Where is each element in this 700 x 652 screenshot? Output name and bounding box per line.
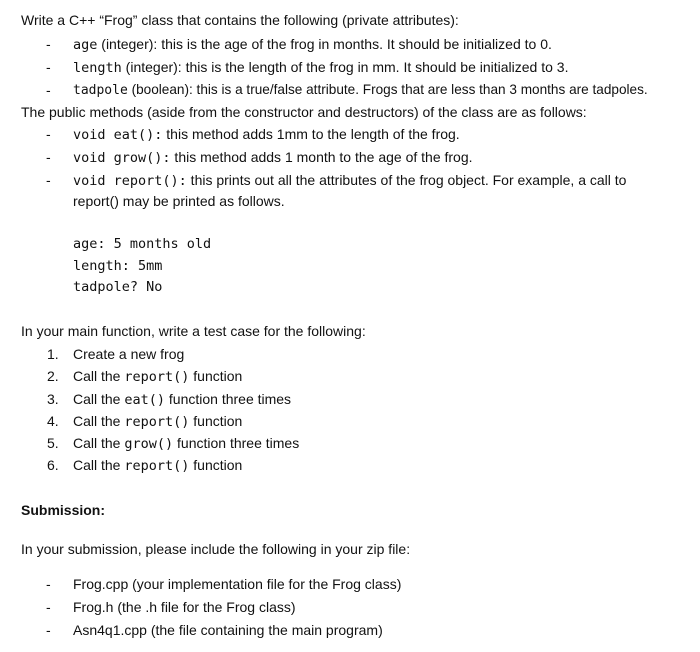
bullet-dash: - bbox=[46, 59, 51, 75]
step-code: report() bbox=[124, 369, 190, 385]
step-number: 1. bbox=[47, 346, 59, 362]
code-length: length bbox=[73, 60, 122, 76]
step-code: report() bbox=[124, 414, 190, 430]
code-eat: void eat(): bbox=[73, 127, 163, 143]
attribute-length-desc: (integer): this is the length of the frog in mm. It should be initialized to 3. bbox=[121, 59, 569, 75]
bullet-dash: - bbox=[46, 172, 51, 188]
step-item bbox=[73, 412, 242, 431]
file-item: Frog.h (the .h file for the Frog class) bbox=[73, 599, 296, 615]
step-text: function bbox=[189, 368, 243, 384]
step-text: function three times bbox=[165, 391, 292, 407]
method-eat bbox=[73, 125, 460, 144]
sample-output-line: age: 5 months old bbox=[73, 236, 212, 252]
step-item bbox=[73, 390, 291, 409]
step-text: function bbox=[189, 413, 243, 429]
step-text: Call the bbox=[73, 391, 125, 407]
sample-output-line: tadpole? No bbox=[73, 279, 163, 295]
submission-intro: In your submission, please include the following in your zip file: bbox=[21, 541, 411, 557]
method-report-desc: this prints out all the attributes of the frog object. For example, a call to bbox=[186, 172, 627, 188]
main-intro: In your main function, write a test case for the following: bbox=[21, 323, 366, 339]
step-number: 2. bbox=[47, 368, 59, 384]
step-item bbox=[73, 345, 184, 363]
method-report-cont: report() may be printed as follows. bbox=[73, 193, 285, 209]
attribute-tadpole-desc: (boolean): this is a true/false attribute. Frogs that are less than 3 months are tadpoles. bbox=[127, 82, 648, 97]
code-grow: void grow(): bbox=[73, 150, 171, 166]
bullet-dash: - bbox=[46, 149, 51, 165]
step-code: report() bbox=[124, 458, 190, 474]
bullet-dash: - bbox=[46, 576, 51, 592]
methods-intro: The public methods (aside from the constructor and destructors) of the class are as follows: bbox=[21, 104, 587, 120]
attribute-age-desc: (integer): this is the age of the frog in months. It should be initialized to 0. bbox=[97, 36, 552, 52]
step-text: function bbox=[189, 457, 243, 473]
step-text: Call the bbox=[73, 368, 125, 384]
method-grow bbox=[73, 148, 473, 167]
step-item bbox=[73, 367, 242, 386]
step-number: 3. bbox=[47, 391, 59, 407]
bullet-dash: - bbox=[46, 622, 51, 638]
method-grow-desc: this method adds 1 month to the age of the frog. bbox=[170, 149, 473, 165]
file-item: Frog.cpp (your implementation file for the Frog class) bbox=[73, 576, 402, 592]
step-text: Call the bbox=[73, 413, 125, 429]
code-tadpole: tadpole bbox=[73, 83, 128, 98]
attribute-length bbox=[73, 58, 568, 77]
sample-output-line: length: 5mm bbox=[73, 258, 163, 274]
step-code: eat() bbox=[124, 392, 165, 408]
code-report: void report(): bbox=[73, 173, 187, 189]
attribute-age bbox=[73, 35, 552, 54]
method-report bbox=[73, 171, 626, 190]
submission-heading: Submission: bbox=[21, 502, 106, 518]
step-code: grow() bbox=[124, 436, 174, 452]
code-age: age bbox=[73, 37, 98, 53]
bullet-dash: - bbox=[46, 82, 51, 98]
file-item: Asn4q1.cpp (the file containing the main program) bbox=[73, 622, 383, 638]
step-text: Call the bbox=[73, 457, 125, 473]
bullet-dash: - bbox=[46, 36, 51, 52]
step-number: 6. bbox=[47, 457, 59, 473]
step-text: Call the bbox=[73, 435, 125, 451]
step-text: Create a new frog bbox=[73, 346, 185, 362]
step-number: 5. bbox=[47, 435, 59, 451]
step-number: 4. bbox=[47, 413, 59, 429]
step-text: function three times bbox=[173, 435, 300, 451]
step-item bbox=[73, 434, 299, 453]
step-item bbox=[73, 456, 242, 475]
bullet-dash: - bbox=[46, 126, 51, 142]
attribute-tadpole bbox=[73, 81, 648, 100]
method-eat-desc: this method adds 1mm to the length of the frog. bbox=[162, 126, 460, 142]
intro-text: Write a C++ “Frog” class that contains the following (private attributes): bbox=[21, 12, 459, 28]
bullet-dash: - bbox=[46, 599, 51, 615]
